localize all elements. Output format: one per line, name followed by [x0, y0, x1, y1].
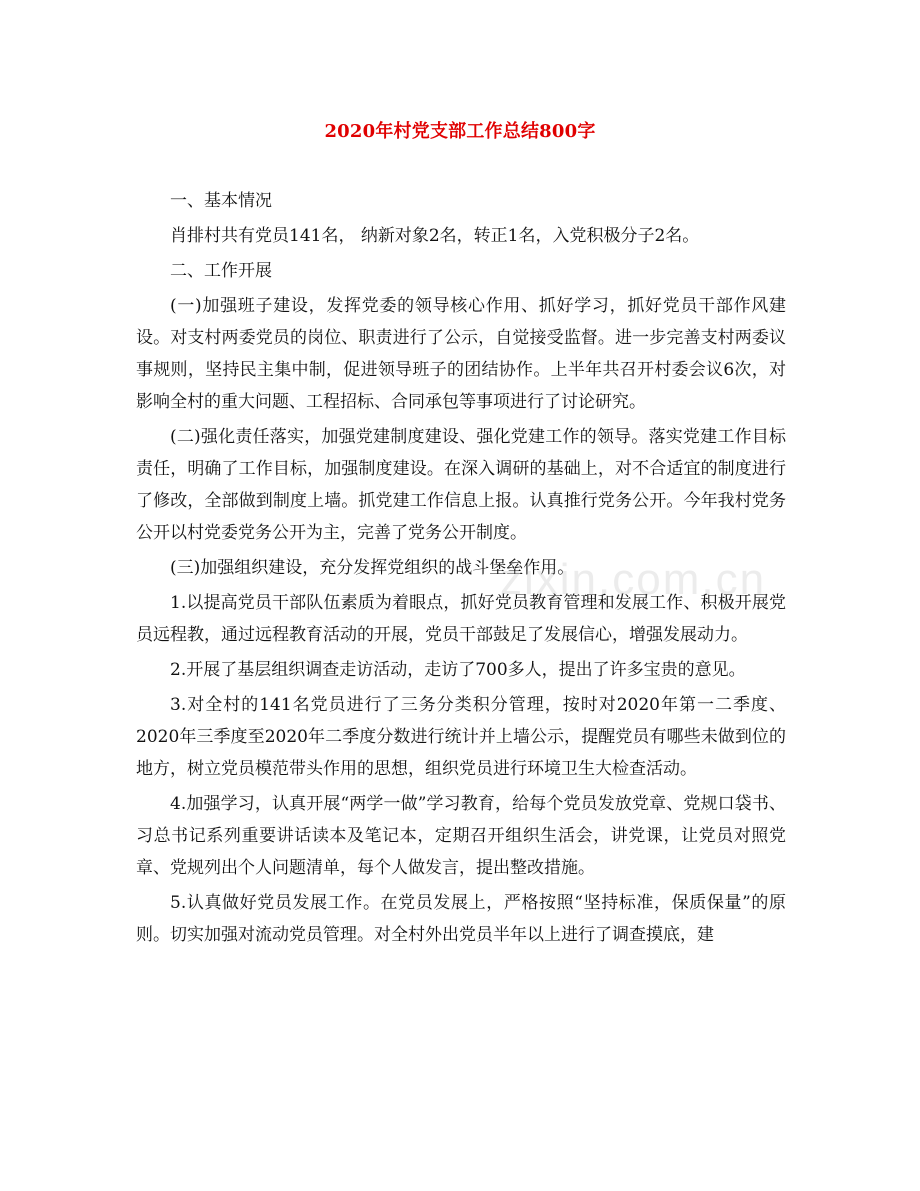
- numbered-item: 4.加强学习，认真开展“两学一做”学习教育，给每个党员发放党章、党规口袋书、习总书记系列重要讲话读本及笔记本，定期召开组织生活会，讲党课，让党员对照党章、党规列出个人问题清单，每个人做发言，提出整改措施。: [136, 794, 786, 878]
- paragraph: 肖排村共有党员141名， 纳新对象2名，转正1名，入党积极分子2名。: [170, 226, 700, 246]
- paragraph: (二)强化责任落实，加强党建制度建设、强化党建工作的领导。落实党建工作目标责任，明确了工作目标，加强制度建设。在深入调研的基础上，对不合适宜的制度进行了修改，全部做到制度上墙。抓党建工作信息上报。认真推行党务公开。今年我村党务公开以村党委党务公开为主，完善了党务公开制度。: [136, 427, 786, 543]
- document-body: [136, 185, 786, 954]
- paragraph: (一)加强班子建设，发挥党委的领导核心作用、抓好学习，抓好党员干部作风建设。对支村两委党员的岗位、职责进行了公示，自觉接受监督。进一步完善支村两委议事规则，坚持民主集中制，促进领导班子的团结协作。上半年共召开村委会议6次，对影响全村的重大问题、工程招标、合同承包等事项进行了讨论研究。: [136, 296, 786, 412]
- numbered-item: 2.开展了基层组织调查走访活动，走访了700多人，提出了许多宝贵的意见。: [170, 660, 746, 680]
- watermark: zixin.com.cn: [500, 555, 767, 604]
- numbered-item: 1.以提高党员干部队伍素质为着眼点，抓好党员教育管理和发展工作、积极开展党员远程教，通过远程教育活动的开展，党员干部鼓足了发展信心，增强发展动力。: [136, 593, 786, 645]
- section-heading-work: 二、工作开展: [170, 261, 272, 281]
- numbered-item: 5.认真做好党员发展工作。在党员发展上，严格按照“坚持标准，保质保量”的原则。切实加强对流动党员管理。对全村外出党员半年以上进行了调查摸底，建: [136, 893, 786, 945]
- document-title: 2020年村党支部工作总结800字: [324, 121, 596, 142]
- section-heading-basic: 一、基本情况: [170, 191, 272, 211]
- paragraph: (三)加强组织建设，充分发挥党组织的战斗堡垒作用。: [170, 558, 575, 578]
- numbered-item: 3.对全村的141名党员进行了三务分类积分管理，按时对2020年第一二季度、2020年三季度至2020年二季度分数进行统计并上墙公示，提醒党员有哪些未做到位的地方，树立党员模范带头作用的思想，组织党员进行环境卫生大检查活动。: [136, 695, 786, 779]
